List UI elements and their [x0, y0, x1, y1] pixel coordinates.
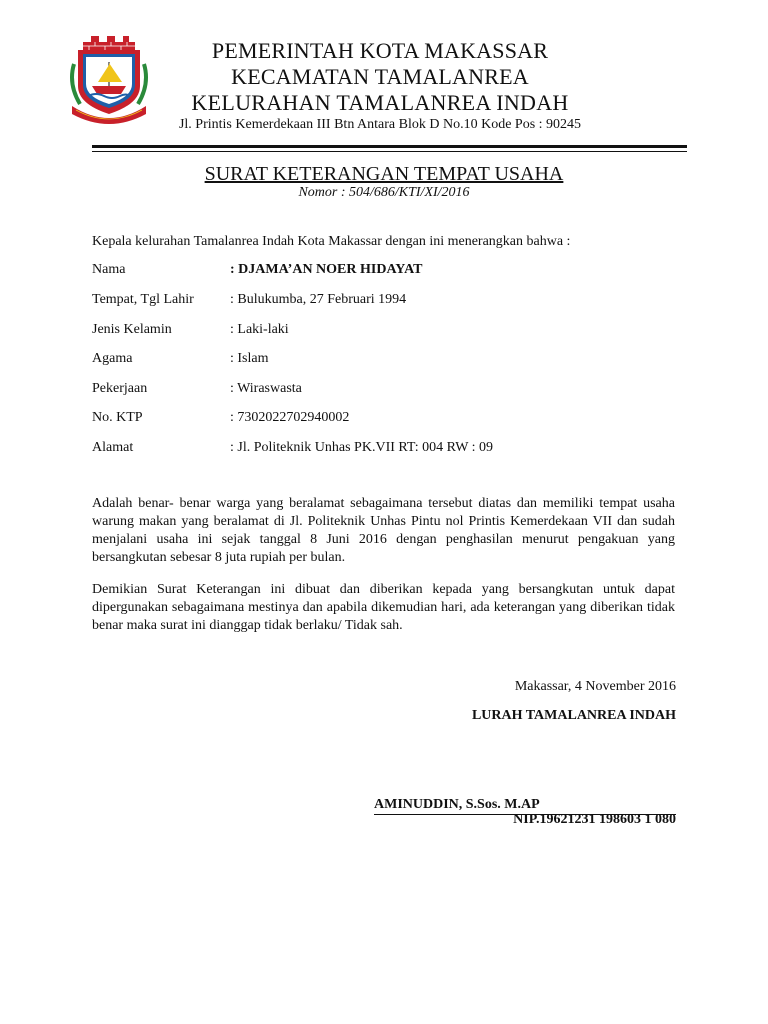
statement-paragraph: Adalah benar- benar warga yang beralamat sebagaimana tersebut diatas dan memiliki tempat usaha warung makan yang beralamat di Jl. Politeknik Unhas Pintu nol Printis Kemerdekaan VII dan sudah menjalani usaha ini sejak tanggal 8 Juni 2016 dengan penghasilan menurut pengakuan yang bersangkutan sebesar 8 juta rupiah per bulan.: [92, 496, 675, 565]
letter-title: SURAT KETERANGAN TEMPAT USAHA: [204, 163, 564, 185]
field-label: Tempat, Tgl Lahir: [92, 292, 194, 307]
letterhead: [160, 38, 600, 116]
field-row-ktp: [92, 409, 652, 429]
field-row-religion: [92, 350, 652, 370]
district-name: KECAMATAN TAMALANREA: [231, 64, 529, 89]
signer-position: LURAH TAMALANREA INDAH: [471, 708, 676, 723]
opening-statement: Kepala kelurahan Tamalanrea Indah Kota Makassar dengan ini menerangkan bahwa :: [92, 234, 571, 249]
field-label: Nama: [92, 262, 126, 277]
field-value: : Laki-laki: [230, 322, 289, 337]
place-date: Makassar, 4 November 2016: [514, 679, 676, 694]
header-divider-thick: [92, 145, 687, 148]
field-row-name: [92, 261, 652, 281]
field-value: : Islam: [230, 351, 269, 366]
field-row-gender: [92, 321, 652, 341]
office-address: Jl. Printis Kemerdekaan III Btn Antara Blok D No.10 Kode Pos : 90245: [178, 117, 582, 132]
subdistrict-name: KELURAHAN TAMALANREA INDAH: [191, 90, 569, 115]
field-label: Alamat: [92, 440, 134, 455]
signer-name: AMINUDDIN, S.Sos. M.AP: [374, 796, 676, 815]
field-row-address: [92, 439, 652, 459]
letter-number: Nomor : 504/686/KTI/XI/2016: [298, 185, 470, 200]
signer-nip: NIP.19621231 198603 1 080: [513, 812, 676, 827]
field-value: : 7302022702940002: [230, 410, 350, 425]
field-row-occupation: [92, 380, 652, 400]
field-value: : Wiraswasta: [230, 381, 302, 396]
field-label: No. KTP: [92, 410, 143, 425]
field-label: Jenis Kelamin: [92, 322, 172, 337]
field-row-birth: [92, 291, 652, 311]
field-value: : Bulukumba, 27 Februari 1994: [230, 292, 407, 307]
field-label: Pekerjaan: [92, 381, 148, 396]
header-divider-thin: [92, 151, 687, 152]
field-label: Agama: [92, 351, 133, 366]
city-emblem-icon: [66, 34, 152, 126]
field-value: : Jl. Politeknik Unhas PK.VII RT: 004 RW : 09: [230, 440, 494, 455]
closing-paragraph: Demikian Surat Keterangan ini dibuat dan diberikan kepada yang bersangkutan untuk dapat dipergunakan sebagaimana mestinya dan apabila dikemudian hari, ada keterangan yang diberikan tidak benar maka surat ini dianggap tidak berlaku/ Tidak sah.: [92, 582, 675, 633]
government-name: PEMERINTAH KOTA MAKASSAR: [211, 38, 549, 63]
field-value: : DJAMA’AN NOER HIDAYAT: [230, 262, 423, 277]
